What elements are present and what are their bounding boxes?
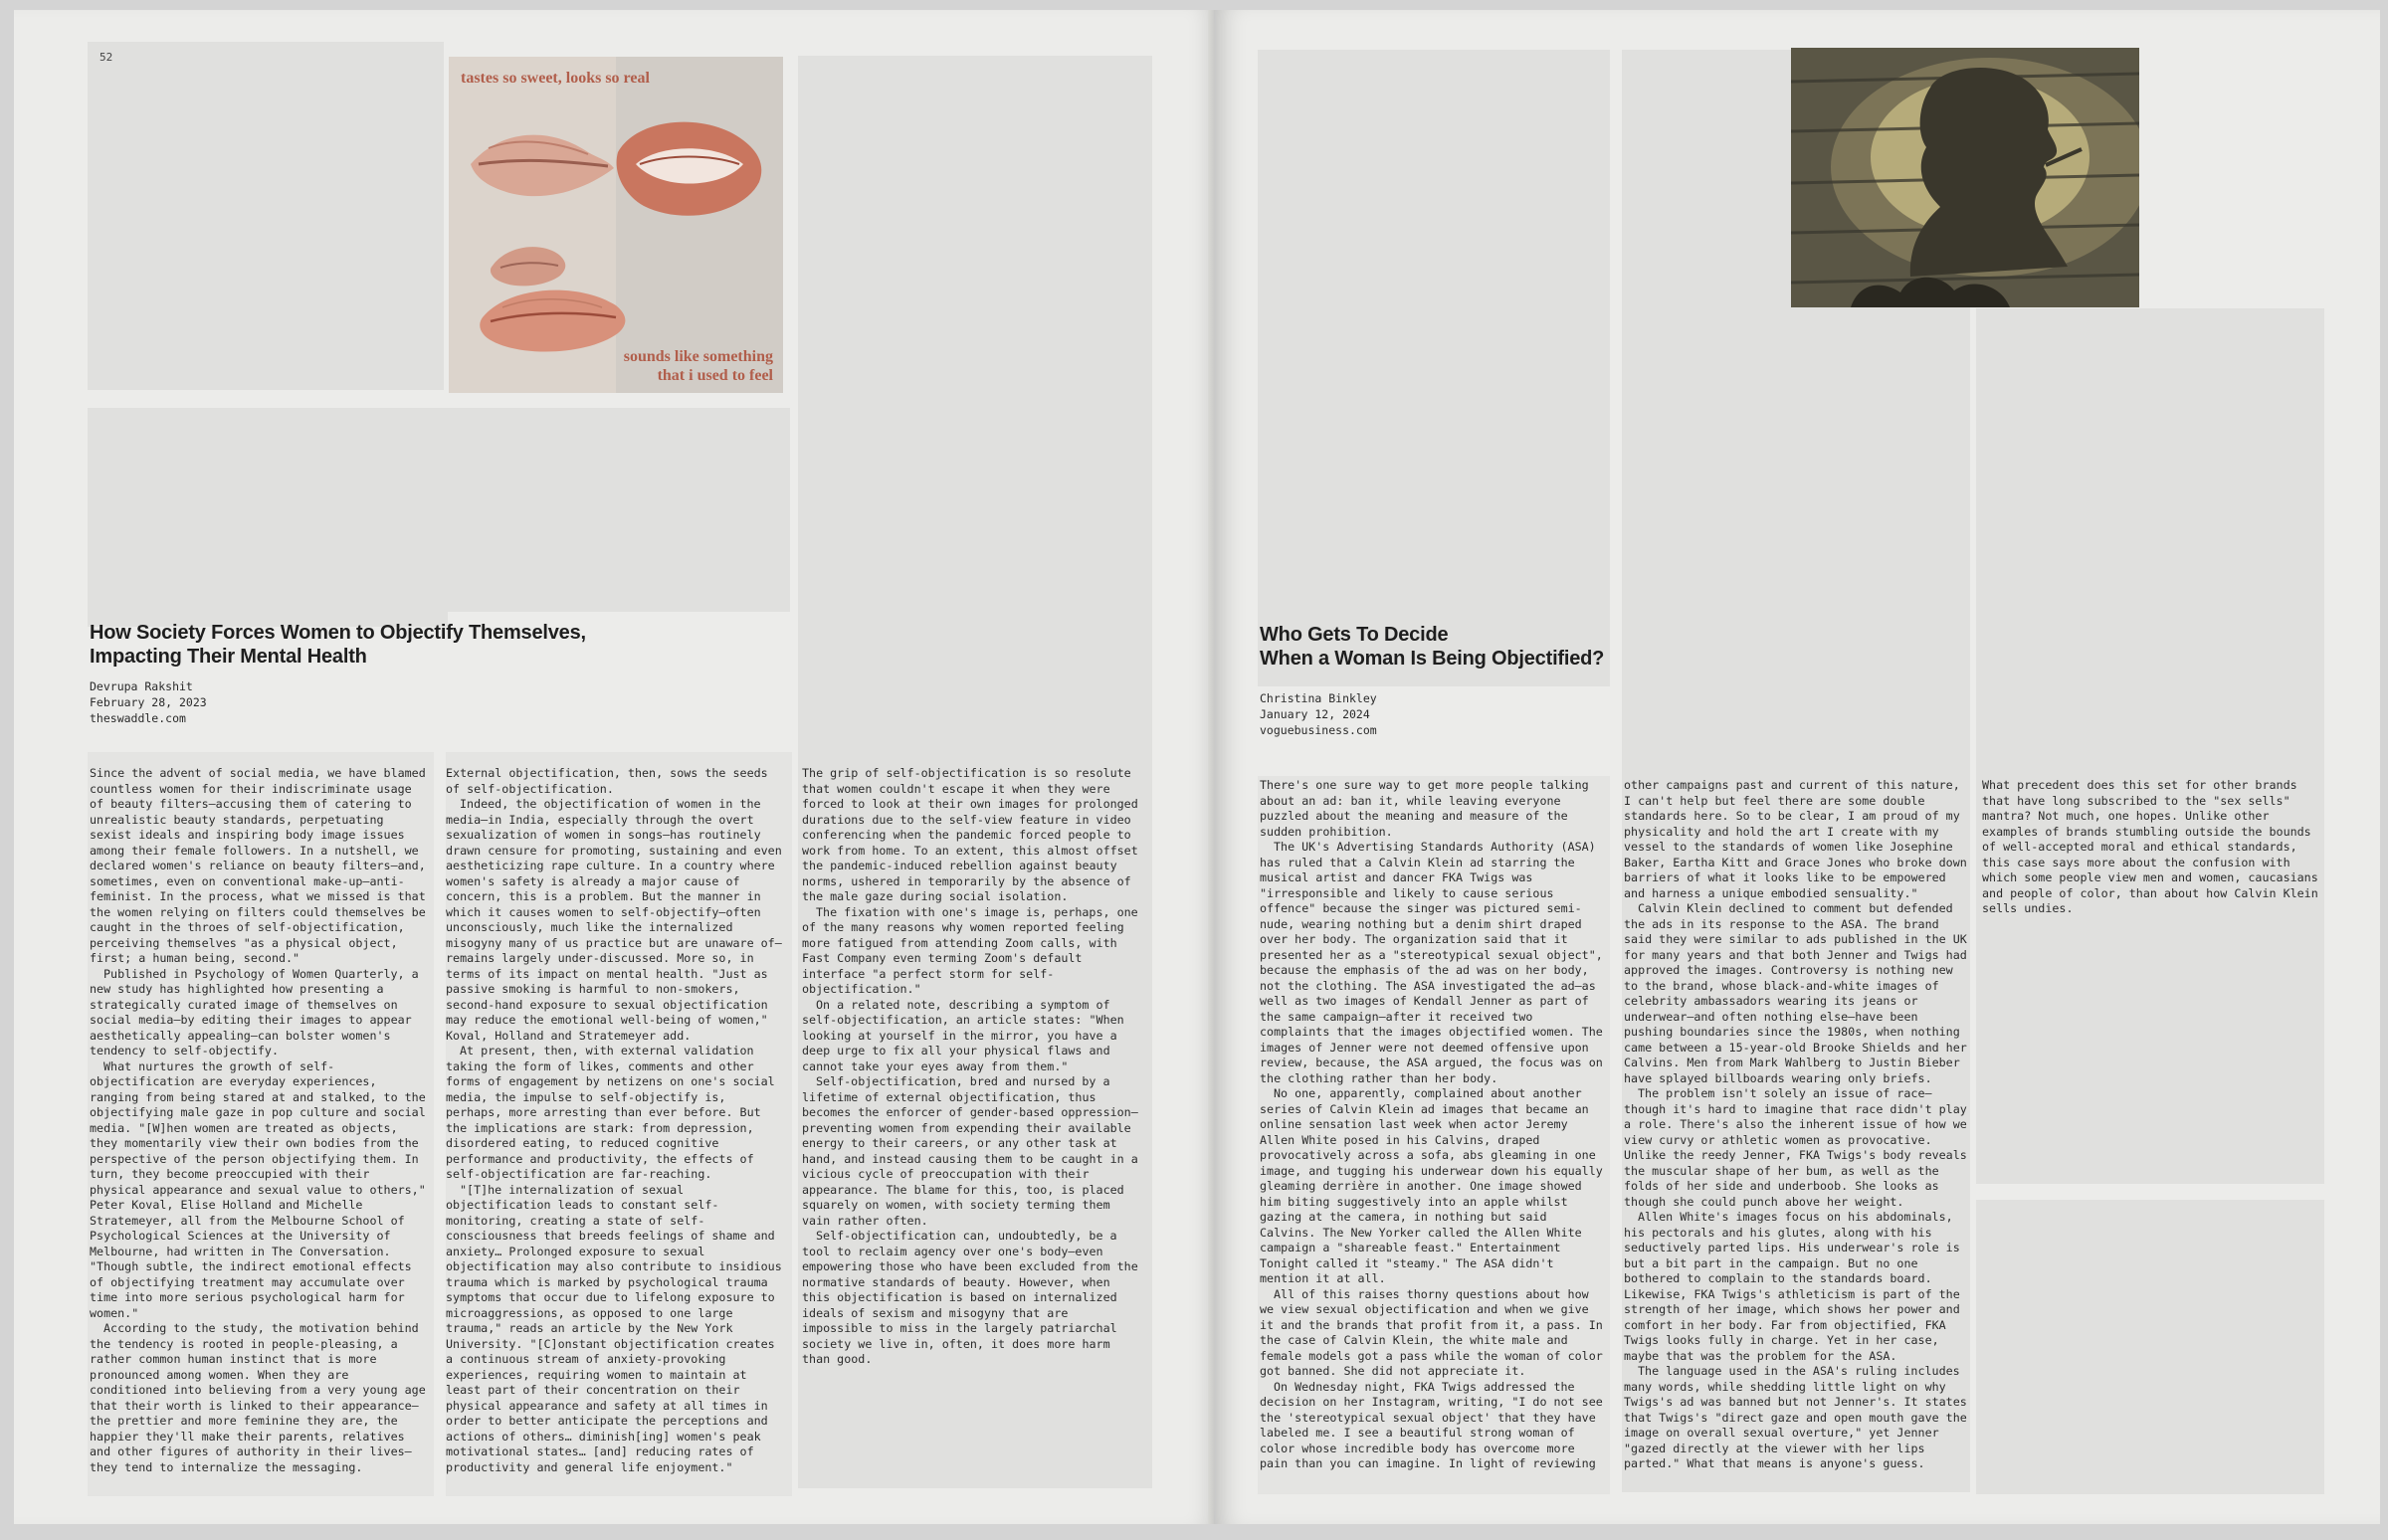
paragraph: Indeed, the objectification of women in the media—in India, especially through the overt sexualization of women in songs—has routinely drawn censure for promoting, sustaining and even aestheticizing rape culture. In a country where women's safety is already a major cause of concern, this is a problem. But the manner in which it causes women to self-objectify—often unconsciously, much like the internalized misogyny many of us practice but are unaware of—remains largely under-discussed. More so, in terms of its impact on mental health. "Just as passive smoking is harmful to non-smokers, second-hand exposure to sexual objectification may reduce the emotional well-being of women," Koval, Holland and Stratemeyer add.: [446, 797, 782, 1043]
article1-title: [90, 621, 586, 669]
magazine-spread: [14, 10, 2380, 1524]
paragraph: Self-objectification, bred and nursed by a lifetime of external objectification, thus becomes the enforcer of gender-based oppression—preventing women from expending their available energy to their careers, or any other task at hand, and instead causing them to be caught in a vicious cycle of preoccupation with their appearance. The blame for this, too, is placed squarely on women, with society terming them vain rather often.: [802, 1074, 1138, 1228]
paragraph: Since the advent of social media, we have blamed countless women for their indiscriminate usage of beauty filters—accusing them of catering to unrealistic beauty standards, perpetuating sexist ideals and inspiring body image issues among their female followers. In a nutshell, we declared women's reliance on beauty filters—and, sometimes, even on conventional make-up—anti-feminist. In the process, what we missed is that the women relying on filters could themselves be caught in the throes of self-objectification, perceiving themselves "as a physical object, first; a human being, second.": [90, 766, 426, 965]
article1-column-3: [802, 766, 1144, 1368]
paragraph: On Wednesday night, FKA Twigs addressed the decision on her Instagram, writing, "I do not see the 'stereotypical sexual object' that they have labeled me. I see a beautiful strong woman of color whose incredible body has overcome more pain than you can imagine. In light of reviewing: [1260, 1379, 1603, 1470]
title-line: How Society Forces Women to Objectify Themselves,: [90, 622, 586, 644]
collage-caption-bottom: [624, 347, 773, 385]
lips-drawing: [471, 135, 614, 197]
paragraph: The grip of self-objectification is so resolute that women couldn't escape it when they were forced to look at their own images for prolonged durations due to the self-view feature in video conferencing when the pandemic forced people to work from home. To an extent, this almost offset the pandemic-induced rebellion against beauty norms, ushered in temporarily by the absence of the male gaze during social isolation.: [802, 766, 1138, 903]
grey-panel: [88, 42, 444, 390]
collage-caption-line: sounds like something: [623, 348, 773, 365]
photo-image: [1791, 48, 2139, 307]
lips-drawing: [491, 247, 565, 286]
article2-column-1: [1260, 778, 1606, 1472]
paragraph: According to the study, the motivation behind the tendency is rooted in people-pleasing, a rather common human instinct that is more pronounced among women. When they are conditioned into believing from a very young age that their worth is linked to their appearance—the prettier and more feminine they are, the happier they'll make their parents, relatives and other figures of authority in their lives—they tend to internalize the messaging.: [90, 1321, 426, 1474]
title-line: Impacting Their Mental Health: [90, 646, 367, 668]
lips-drawing: [480, 290, 625, 352]
paragraph: The problem isn't solely an issue of race—though it's hard to imagine that race didn't play a role. There's also the inherent issue of how we view curvy or athletic women as provocative. Unlike the reedy Jenner, FKA Twigs's body reveals the muscular shape of her bum, as well as the folds of her side and underboob. She looks as though she could punch above her weight.: [1624, 1086, 1967, 1209]
grey-panel: [1976, 1200, 2324, 1494]
grey-panel: [1976, 308, 2324, 1184]
paragraph: At present, then, with external validation taking the form of likes, comments and other forms of engagement by netizens on one's social media, the impulse to self-objectify is, perhaps, more arresting than ever before. But the implications are stark: from depression, disordered eating, to reduced cognitive performance and productivity, the effects of self-objectification are far-reaching.: [446, 1044, 775, 1181]
paragraph: On a related note, describing a symptom of self-objectification, an article states: "When looking at yourself in the mirror, you have a deep urge to fix all your physical flaws and cannot take your eyes away from them.": [802, 997, 1124, 1073]
article1-column-2: [446, 766, 784, 1475]
author: Christina Binkley: [1260, 691, 1377, 705]
title-line: Who Gets To Decide: [1260, 624, 1449, 646]
collage-caption-top: tastes so sweet, looks so real: [461, 70, 650, 87]
paragraph: No one, apparently, complained about another series of Calvin Klein ad images that became an online sensation last week when actor Jeremy Allen White posed in his Calvins, draped provocatively across a sofa, abs gleaming in one image, and tugging his underwear down his equally gleaming derrière in another. One image showed him biting suggestively into an apple whilst gazing at the camera, in nothing but said Calvins. The New Yorker called the Allen White campaign a "shareable feast." Entertainment Tonight called it "steamy." The ASA didn't mention it at all.: [1260, 1086, 1603, 1285]
lips-drawing: [617, 122, 762, 216]
right-page: [1214, 10, 2380, 1524]
article2-column-3: [1982, 778, 2326, 917]
paragraph: Self-objectification can, undoubtedly, be a tool to reclaim agency over one's body—even empowering those who have been excluded from the normative standards of beauty. However, when this objectification is based on internalized ideals of sexism and misogyny that are impossible to miss in the largely patriarchal society we live in, often, it does more harm than good.: [802, 1229, 1138, 1366]
paragraph: What nurtures the growth of self-objectification are everyday experiences, ranging from being stared at and stalked, to the objectifying male gaze in pop culture and social media. "[W]hen women are treated as objects, they momentarily view their own bodies from the perspective of the person objectifying them. In turn, they become preoccupied with their physical appearance and sexual value to others," Peter Koval, Elise Holland and Michelle Stratemeyer, all from the Melbourne School of Psychological Sciences at the University of Melbourne, had written in The Conversation. "Though subtle, the indirect emotional effects of objectifying treatment may accumulate over time into more serious psychological harm for women.": [90, 1059, 426, 1320]
paragraph: Allen White's images focus on his abdominals, his pectorals and his glutes, along with his seductively parted lips. His underwear's role is but a bit part in the campaign. But no one bothered to complain to the standards board. Likewise, FKA Twigs's athleticism is part of the strength of her image, which shows her power and comfort in her body. Far from objectified, FKA Twigs looks fully in charge. Yet in her case, maybe that was the problem for the ASA.: [1624, 1210, 1960, 1363]
page-number: 52: [100, 51, 113, 64]
title-line: When a Woman Is Being Objectified?: [1260, 648, 1605, 670]
lips-illustration: [449, 57, 783, 393]
article2-byline: [1260, 690, 1377, 738]
article2-title: [1260, 623, 1604, 671]
paragraph: There's one sure way to get more people talking about an ad: ban it, while leaving everyone puzzled about the meaning and measure of the sudden prohibition.: [1260, 778, 1589, 839]
paragraph: What precedent does this set for other brands that have long subscribed to the "sex sells" mantra? Not much, one hopes. Unlike other examples of brands stumbling outside the bounds of well-accepted moral and ethical standards, this case says more about the confusion with which some people view men and women, caucasians and people of color, than about how Calvin Klein sells undies.: [1982, 778, 2318, 915]
paragraph: All of this raises thorny questions about how we view sexual objectification and when we give it and the brands that profit from it, a pass. In the case of Calvin Klein, the white male and female models got a pass while the woman of color got banned. She did not appreciate it.: [1260, 1286, 1603, 1378]
left-page: [14, 10, 1214, 1524]
paragraph: Published in Psychology of Women Quarterly, a new study has highlighted how presenting a strategically curated image of themselves on social media—by editing their images to appear aesthetically appealing—can bolster women's tendency to self-objectify.: [90, 966, 419, 1058]
paragraph: The fixation with one's image is, perhaps, one of the many reasons why women reported feeling more fatigued from attending Zoom calls, with Fast Company even terming Zoom's default interface "a perfect storm for self-objectification.": [802, 904, 1138, 996]
grey-panel: [446, 408, 790, 612]
paragraph: Calvin Klein declined to comment but defended the ads in its response to the ASA. The brand said they were similar to ads published in the UK for many years and that both Jenner and Twigs had approved the images. Controversy is nothing new to the brand, whose black-and-white images of celebrity ambassadors wearing its jeans or underwear—and often nothing else—have been pushing boundaries since the 1980s, when nothing came between a 15-year-old Brooke Shields and her Calvins. Men from Mark Wahlberg to Justin Bieber have splayed billboards wearing only briefs.: [1624, 901, 1967, 1085]
article1-column-1: [90, 766, 428, 1475]
paragraph: External objectification, then, sows the seeds of self-objectification.: [446, 766, 768, 796]
article2-column-2: [1624, 778, 1968, 1472]
article1-byline: [90, 678, 207, 726]
paragraph: "[T]he internalization of sexual objectification leads to constant self-monitoring, creating a state of self-consciousness that breeds feelings of shame and anxiety… Prolonged exposure to sexual objectification may also contribute to insidious trauma which is marked by psychological trauma symptoms that occur due to lifelong exposure to microaggressions, as opposed to one large trauma," reads an article by the New York University. "[C]onstant objectification creates a continuous stream of anxiety-provoking experiences, requiring women to maintain at least part of their concentration on their physical appearance and safety at all times in order to better anticipate the perceptions and actions of others… diminish[ing] women's peak motivational states… [and] reducing rates of productivity and general life enjoyment.": [446, 1182, 782, 1474]
paragraph: The language used in the ASA's ruling includes many words, while shedding little light on why Twigs's ad was banned but not Jenner's. It states that Twigs's "direct gaze and open mouth gave the image on overall sexual overture," yet Jenner "gazed directly at the viewer with her lips parted." What that means is anyone's guess.: [1624, 1364, 1967, 1470]
date: January 12, 2024: [1260, 707, 1370, 721]
grey-panel: [1258, 50, 1610, 686]
shadow-silhouette-photo: [1791, 48, 2139, 307]
paragraph: The UK's Advertising Standards Authority (ASA) has ruled that a Calvin Klein ad starring the musical artist and dancer FKA Twigs was "irresponsible and likely to cause serious offence" because the singer was pictured semi-nude, wearing nothing but a denim shirt draped over her body. The organization said that it presented her as a "stereotypical sexual object", because the emphasis of the ad was on her body, not the clothing. The ASA investigated the ad—as well as two images of Kendall Jenner as part of the same campaign—after it received two complaints that the images objectified women. The images of Jenner were not deemed offensive upon review, because, the ASA argued, the focus was on the clothing rather than her body.: [1260, 840, 1603, 1085]
source: voguebusiness.com: [1260, 723, 1377, 737]
paragraph: other campaigns past and current of this nature, I can't help but feel there are some double standards here. So to be clear, I am proud of my physicality and hold the art I create with my vessel to the standards of women like Josephine Baker, Eartha Kitt and Grace Jones who broke down barriers of what it looks like to be empowered and harness a unique embodied sensuality.": [1624, 778, 1967, 900]
author: Devrupa Rakshit: [90, 679, 193, 693]
grey-panel: [88, 408, 448, 627]
lips-collage-image: [449, 57, 783, 393]
collage-caption-line: that i used to feel: [657, 367, 773, 384]
date: February 28, 2023: [90, 695, 207, 709]
source: theswaddle.com: [90, 711, 186, 725]
